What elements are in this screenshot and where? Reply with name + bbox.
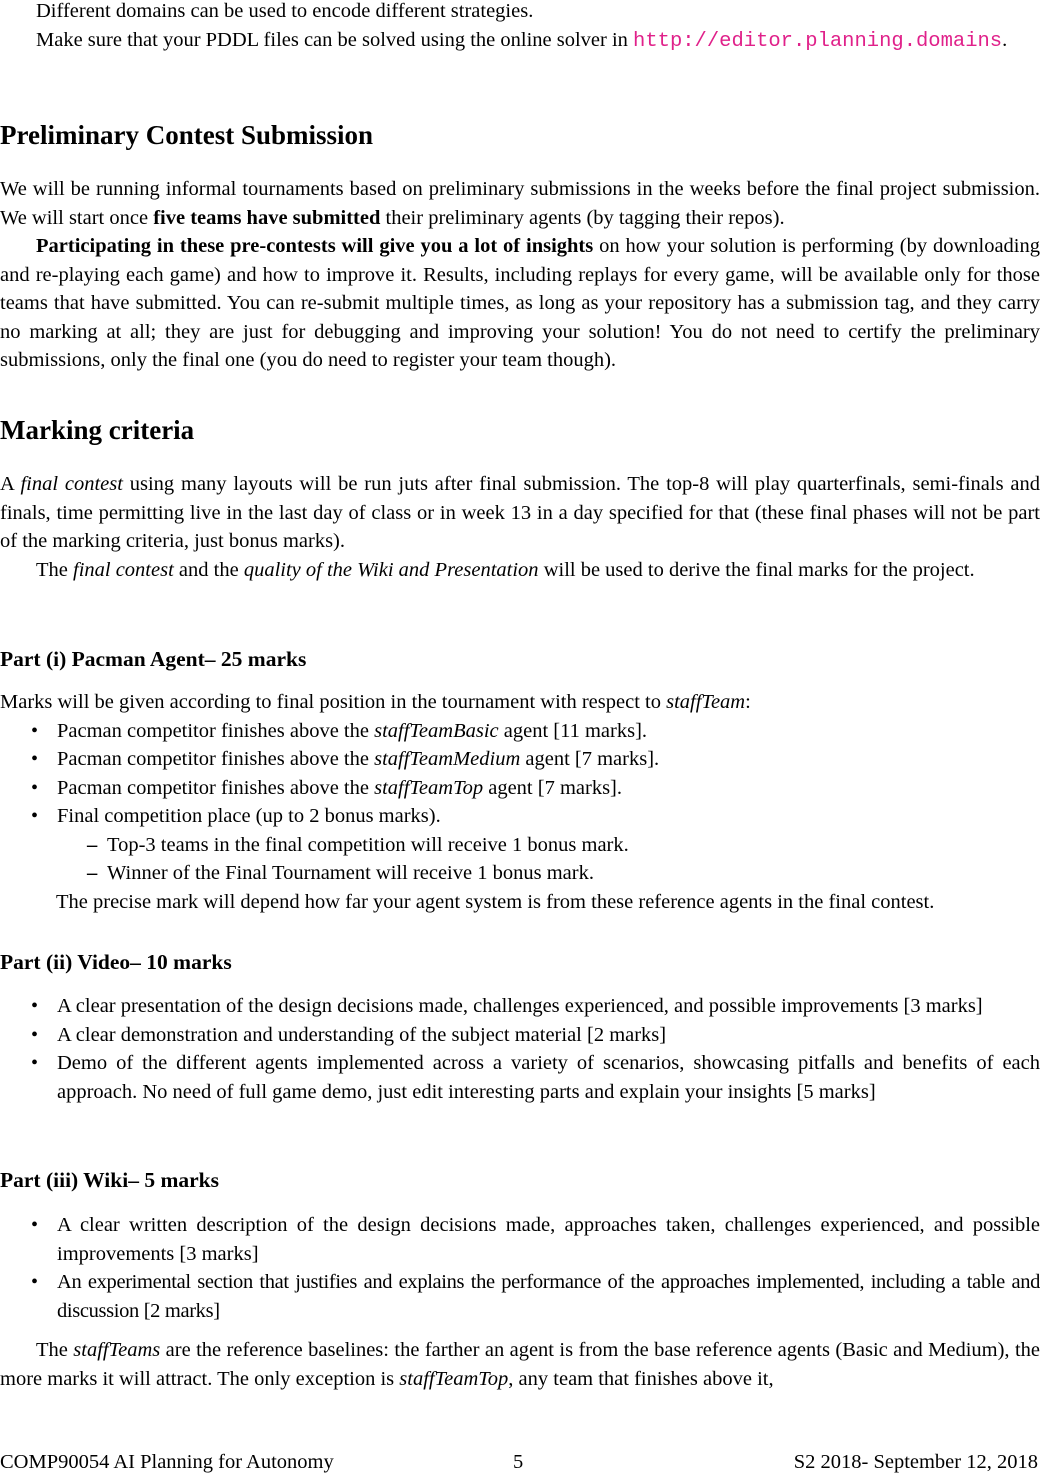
part1-heading: Part (i) Pacman Agent– 25 marks bbox=[0, 647, 307, 671]
prelim-paragraph-2: Participating in these pre-contests will give you a lot of insights on how your solution is performing (by downloading and re-playing each game) and how to improve it. Results, including replays for every game, will be available only for those teams that have submitted. You can re-submit multiple times, as long as your repository has a submission tag, and they carry no marking at all; they are just for debugging and improving your solution! You do not need to certify the preliminary submissions, only the final one (you do need to register your team though). bbox=[0, 235, 1040, 371]
part1-list bbox=[0, 717, 1040, 917]
intro-section bbox=[0, 0, 1040, 56]
sub-list-item: – Winner of the Final Tournament will receive 1 bonus mark. bbox=[57, 859, 1040, 888]
marking-section bbox=[0, 470, 1040, 584]
list-item: • Final competition place (up to 2 bonus marks). – Top-3 teams in the final competition will receive 1 bonus mark. – Winner of the Final Tournament will receive 1 bonus mark. The precise mark will depend how far your agent system is from these reference agents in the final contest. bbox=[0, 802, 1040, 916]
solver-link[interactable]: http://editor.planning.domains bbox=[633, 29, 1003, 53]
part3-closing-paragraph: The staffTeams are the reference baselines: the farther an agent is from the base reference agents (Basic and Medium), the more marks it will attract. The only exception is staffTeamTop, any team that finishes above it, bbox=[0, 1339, 1040, 1390]
footer-date: S2 2018- September 12, 2018 bbox=[793, 1451, 1038, 1473]
sub-list-item: – Top-3 teams in the final competition will receive 1 bonus mark. bbox=[57, 831, 1040, 860]
part3-heading: Part (iii) Wiki– 5 marks bbox=[0, 1168, 219, 1192]
list-item: • A clear presentation of the design decisions made, challenges experienced, and possible improvements [3 marks] bbox=[0, 992, 1040, 1021]
prelim-section bbox=[0, 175, 1040, 375]
part1-intro: Marks will be given according to final position in the tournament with respect to staffTeam: bbox=[0, 691, 751, 713]
list-item: • Pacman competitor finishes above the staffTeamMedium agent [7 marks]. bbox=[0, 745, 1040, 774]
list-item: • A clear written description of the design decisions made, approaches taken, challenges experienced, and possible improvements [3 marks] bbox=[0, 1211, 1040, 1268]
prelim-heading: Preliminary Contest Submission bbox=[0, 120, 374, 150]
list-item: • An experimental section that justifies and explains the performance of the approaches implemented, including a table and discussion [2 marks] bbox=[0, 1268, 1040, 1325]
footer-page-number: 5 bbox=[513, 1451, 524, 1473]
footer-course: COMP90054 AI Planning for Autonomy bbox=[0, 1451, 334, 1473]
prelim-paragraph-1: We will be running informal tournaments based on preliminary submissions in the weeks before the final project submission. We will start once five teams have submitted their preliminary agents (by tagging their repos). bbox=[0, 178, 1040, 229]
marking-paragraph-2: The final contest and the quality of the Wiki and Presentation will be used to derive the final marks for the project. bbox=[36, 558, 975, 581]
list-item: • Pacman competitor finishes above the staffTeamTop agent [7 marks]. bbox=[0, 774, 1040, 803]
part2-section bbox=[0, 992, 1040, 1106]
part3-section bbox=[0, 1211, 1040, 1393]
list-item: • A clear demonstration and understanding of the subject material [2 marks] bbox=[0, 1021, 1040, 1050]
part2-heading: Part (ii) Video– 10 marks bbox=[0, 950, 232, 974]
part1-section bbox=[0, 688, 1040, 916]
part1-note: The precise mark will depend how far your agent system is from these reference agents in the final contest. bbox=[56, 890, 935, 913]
intro-line: Different domains can be used to encode different strategies. bbox=[36, 0, 534, 22]
intro-solver-paragraph: Make sure that your PDDL files can be solved using the online solver in http://editor.planning.domains. bbox=[36, 28, 1008, 53]
part1-sublist bbox=[57, 831, 1040, 888]
list-item: • Pacman competitor finishes above the staffTeamBasic agent [11 marks]. bbox=[0, 717, 1040, 746]
marking-paragraph-1: A final contest using many layouts will be run juts after final submission. The top-8 will play quarterfinals, semi-finals and finals, time permitting live in the last day of class or in week 13 in a day specified for that (these final phases will not be part of the marking criteria, just bonus marks). bbox=[0, 473, 1040, 552]
part2-list bbox=[0, 992, 1040, 1106]
part3-list bbox=[0, 1211, 1040, 1325]
marking-heading: Marking criteria bbox=[0, 415, 195, 445]
list-item: • Demo of the different agents implemented across a variety of scenarios, showcasing pitfalls and benefits of each approach. No need of full game demo, just edit interesting parts and explain your insights [5 marks] bbox=[0, 1049, 1040, 1106]
